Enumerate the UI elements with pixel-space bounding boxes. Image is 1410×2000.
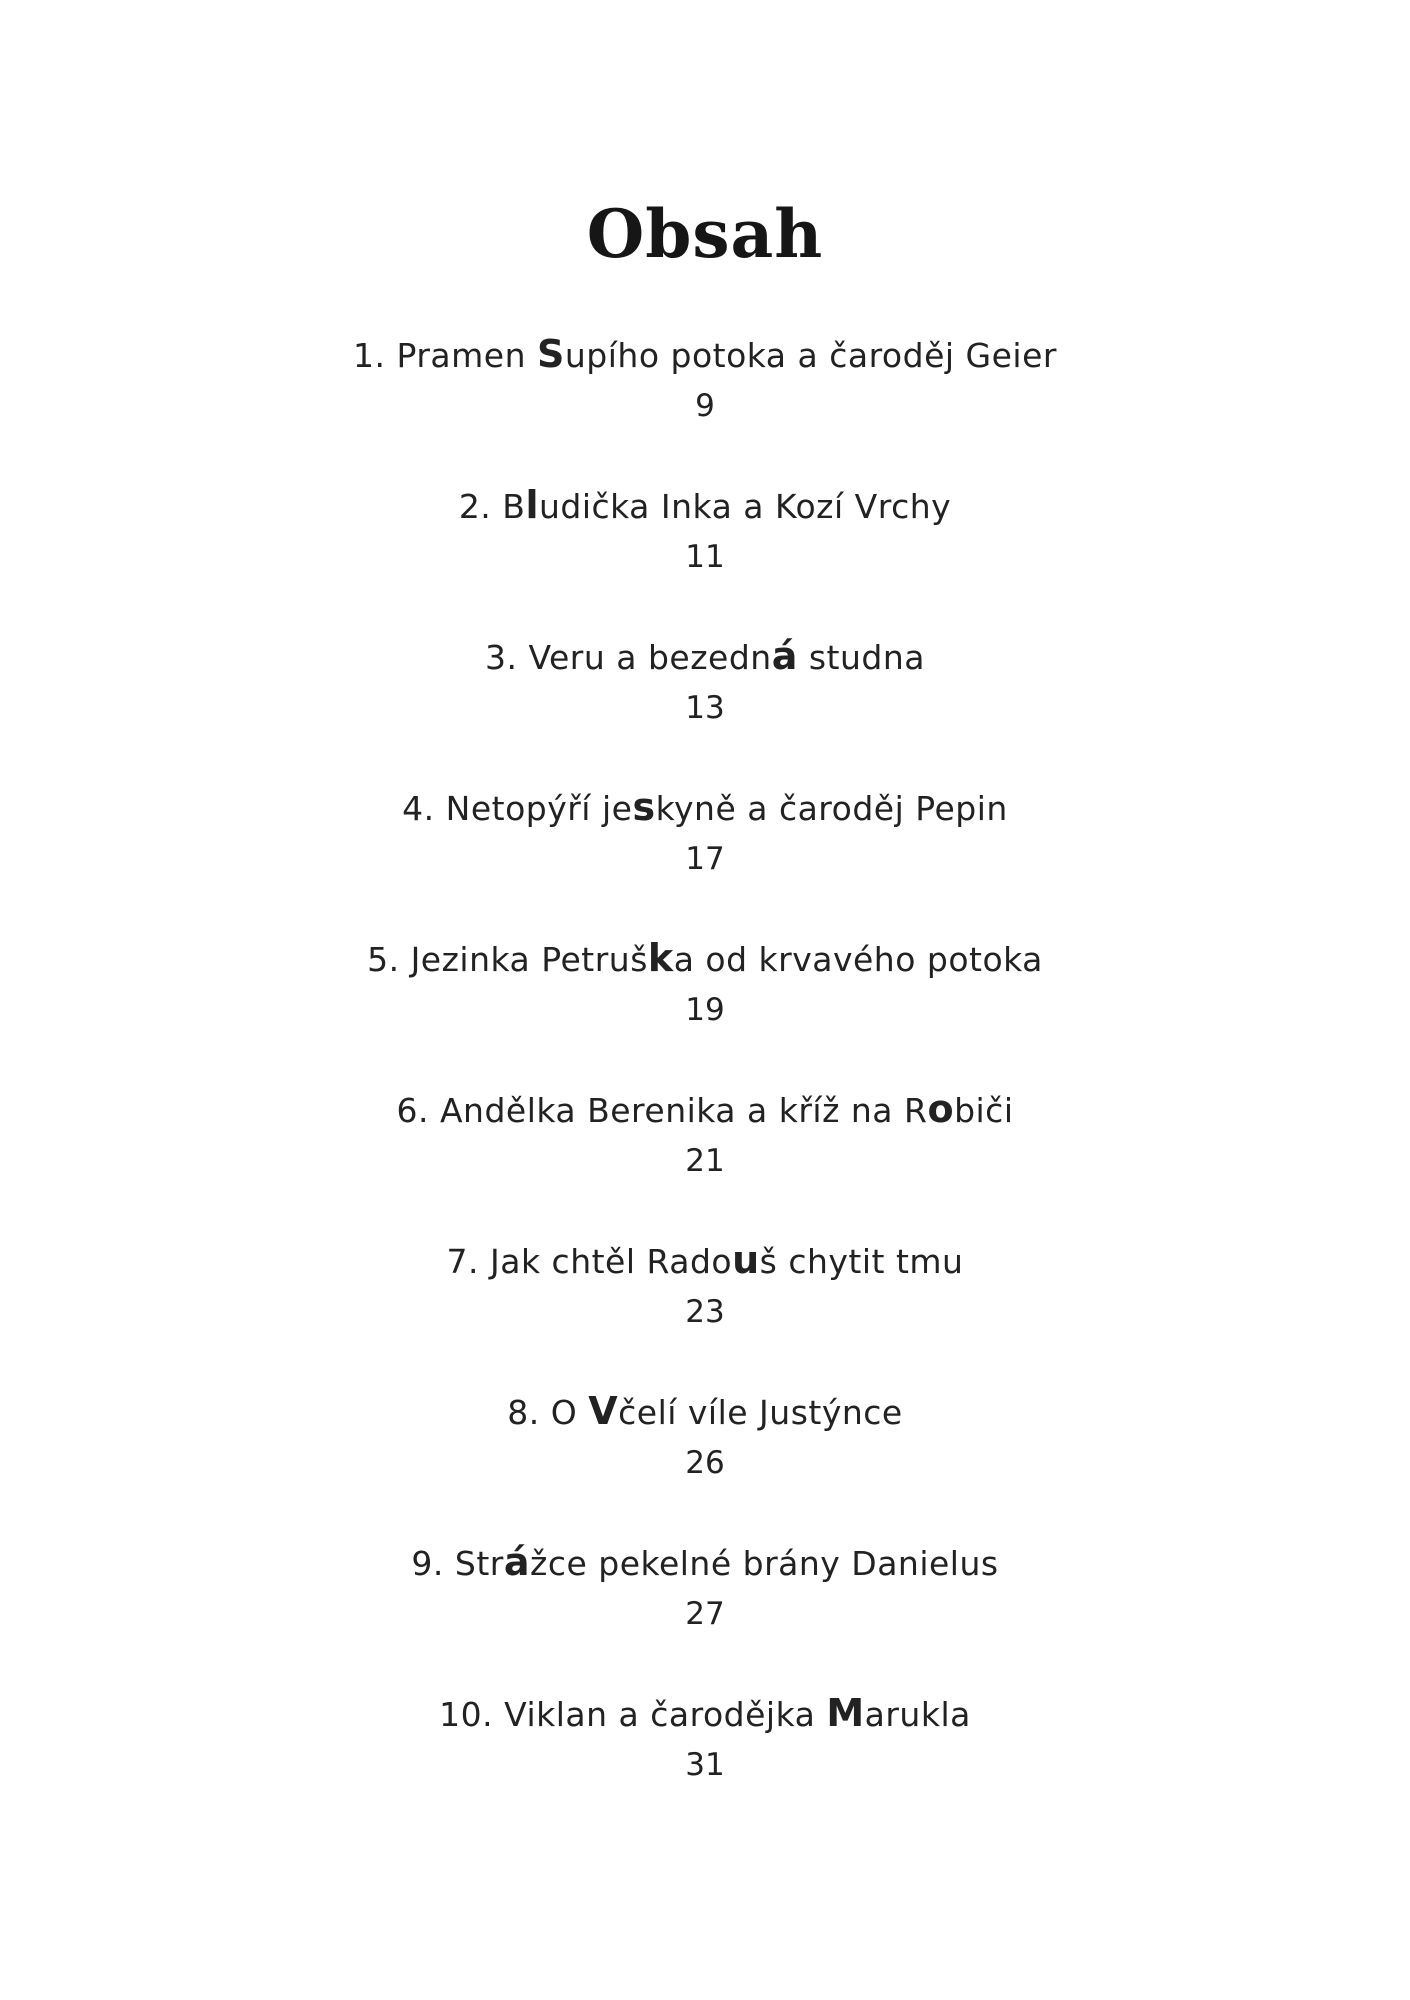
toc-entry-title: 7. Jak chtěl Radouš chytit tmu xyxy=(446,1238,964,1282)
toc-entry xyxy=(0,479,1410,630)
highlighted-letter: M xyxy=(826,1691,865,1735)
toc-entry-page: 26 xyxy=(685,1445,725,1481)
toc-entry xyxy=(0,1385,1410,1536)
highlighted-letter: o xyxy=(927,1087,955,1131)
highlighted-letter: á xyxy=(771,634,798,678)
toc-entry-title: 2. Bludička Inka a Kozí Vrchy xyxy=(458,483,952,527)
toc-entry xyxy=(0,1083,1410,1234)
toc-entry-title: 6. Andělka Berenika a kříž na Robiči xyxy=(396,1087,1014,1131)
page-title: Obsah xyxy=(586,195,824,274)
highlighted-letter: s xyxy=(632,785,656,829)
table-of-contents xyxy=(0,328,1410,1838)
toc-entry-page: 27 xyxy=(685,1596,725,1632)
highlighted-letter: k xyxy=(647,936,674,980)
toc-entry xyxy=(0,1687,1410,1838)
toc-entry-title: 8. O Včelí víle Justýnce xyxy=(507,1389,903,1433)
highlighted-letter: l xyxy=(525,483,539,527)
toc-entry xyxy=(0,932,1410,1083)
toc-entry-title: 5. Jezinka Petruška od krvavého potoka xyxy=(367,936,1043,980)
highlighted-letter: S xyxy=(537,332,565,376)
toc-entry-page: 11 xyxy=(685,539,725,575)
toc-entry-page: 23 xyxy=(685,1294,725,1330)
toc-entry xyxy=(0,1234,1410,1385)
toc-entry xyxy=(0,630,1410,781)
toc-entry-title: 1. Pramen Supího potoka a čaroděj Geier xyxy=(353,332,1057,376)
toc-entry-page: 9 xyxy=(695,388,715,424)
highlighted-letter: á xyxy=(503,1540,530,1584)
toc-entry xyxy=(0,1536,1410,1687)
toc-entry-page: 17 xyxy=(685,841,725,877)
toc-entry-page: 21 xyxy=(685,1143,725,1179)
toc-entry-page: 13 xyxy=(685,690,725,726)
toc-entry xyxy=(0,781,1410,932)
highlighted-letter: V xyxy=(588,1389,619,1433)
toc-entry-page: 31 xyxy=(685,1747,725,1783)
highlighted-letter: u xyxy=(732,1238,760,1282)
toc-entry-page: 19 xyxy=(685,992,725,1028)
toc-entry-title: 4. Netopýří jeskyně a čaroděj Pepin xyxy=(402,785,1008,829)
toc-entry-title: 3. Veru a bezedná studna xyxy=(485,634,925,678)
toc-entry-title: 9. Strážce pekelné brány Danielus xyxy=(411,1540,999,1584)
toc-entry xyxy=(0,328,1410,479)
toc-entry-title: 10. Viklan a čarodějka Marukla xyxy=(439,1691,971,1735)
